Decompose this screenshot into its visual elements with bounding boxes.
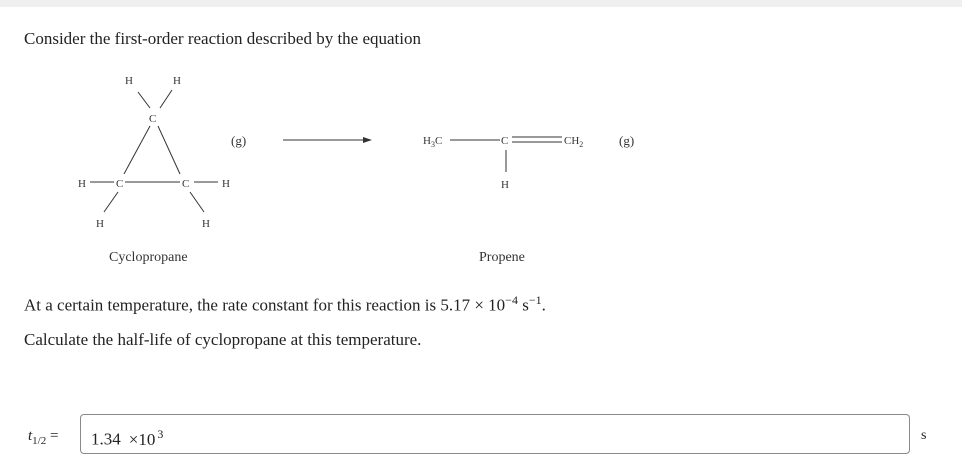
answer-times: ×10 [128,429,156,449]
product-name: Propene [479,250,525,265]
rate-exponent: −4 [505,293,518,307]
reactant-phase: (g) [231,133,247,148]
rate-unit-exponent: −1 [528,293,542,307]
atom-ch2: $CH_2$ [564,135,584,149]
product-phase: (g) [619,133,635,148]
half-life-symbol: t [28,428,33,444]
atom-c-middle: C [501,135,509,147]
atom-h-left: H [78,178,86,190]
rate-unit: s [517,295,529,315]
atom-h3c: $H_3C$ [423,135,443,149]
rate-prefix: At a certain temperature, the rate constant for this reaction is 5.17 × 10 [24,295,506,315]
equals-sign: = [49,428,59,444]
bond-c-h-top-left [138,92,150,108]
answer-mantissa: 1.34 [91,429,121,449]
top-strip [0,0,962,7]
atom-h-bottom: H [501,179,509,191]
atom-h-right: H [222,178,230,190]
propene-structure [423,133,634,265]
atom-h-top-left: H [125,75,133,87]
bond-c-h-bottom-right [190,192,204,212]
bond-c-h-top-right [160,90,172,108]
answer-label [28,428,58,447]
answer-input[interactable] [80,414,910,454]
rate-suffix: . [541,295,546,315]
atom-h-bottom-left: H [96,218,104,230]
reactant-name: Cyclopropane [109,250,188,265]
reaction-arrow [283,137,372,143]
atom-c-left: C [116,178,124,190]
bond-c-c-left [124,126,150,174]
answer-exponent: 3 [157,427,164,441]
reaction-diagram [0,60,962,280]
atom-h-top-right: H [173,75,181,87]
atom-h-bottom-right: H [202,218,210,230]
cyclopropane-structure [78,75,246,265]
atom-c-right: C [182,178,190,190]
bond-c-c-right [158,126,180,174]
question-text: Consider the first-order reaction described by the equation [24,29,422,48]
reaction-scheme [0,60,962,280]
task-text: Calculate the half-life of cyclopropane at this temperature. [24,330,422,349]
half-life-subscript: 1/2 [32,435,47,447]
bond-c-h-bottom-left [104,192,118,212]
answer-value [91,427,163,450]
atom-c-top: C [149,113,157,125]
answer-unit: s [921,428,927,443]
rate-constant-text [24,293,546,316]
